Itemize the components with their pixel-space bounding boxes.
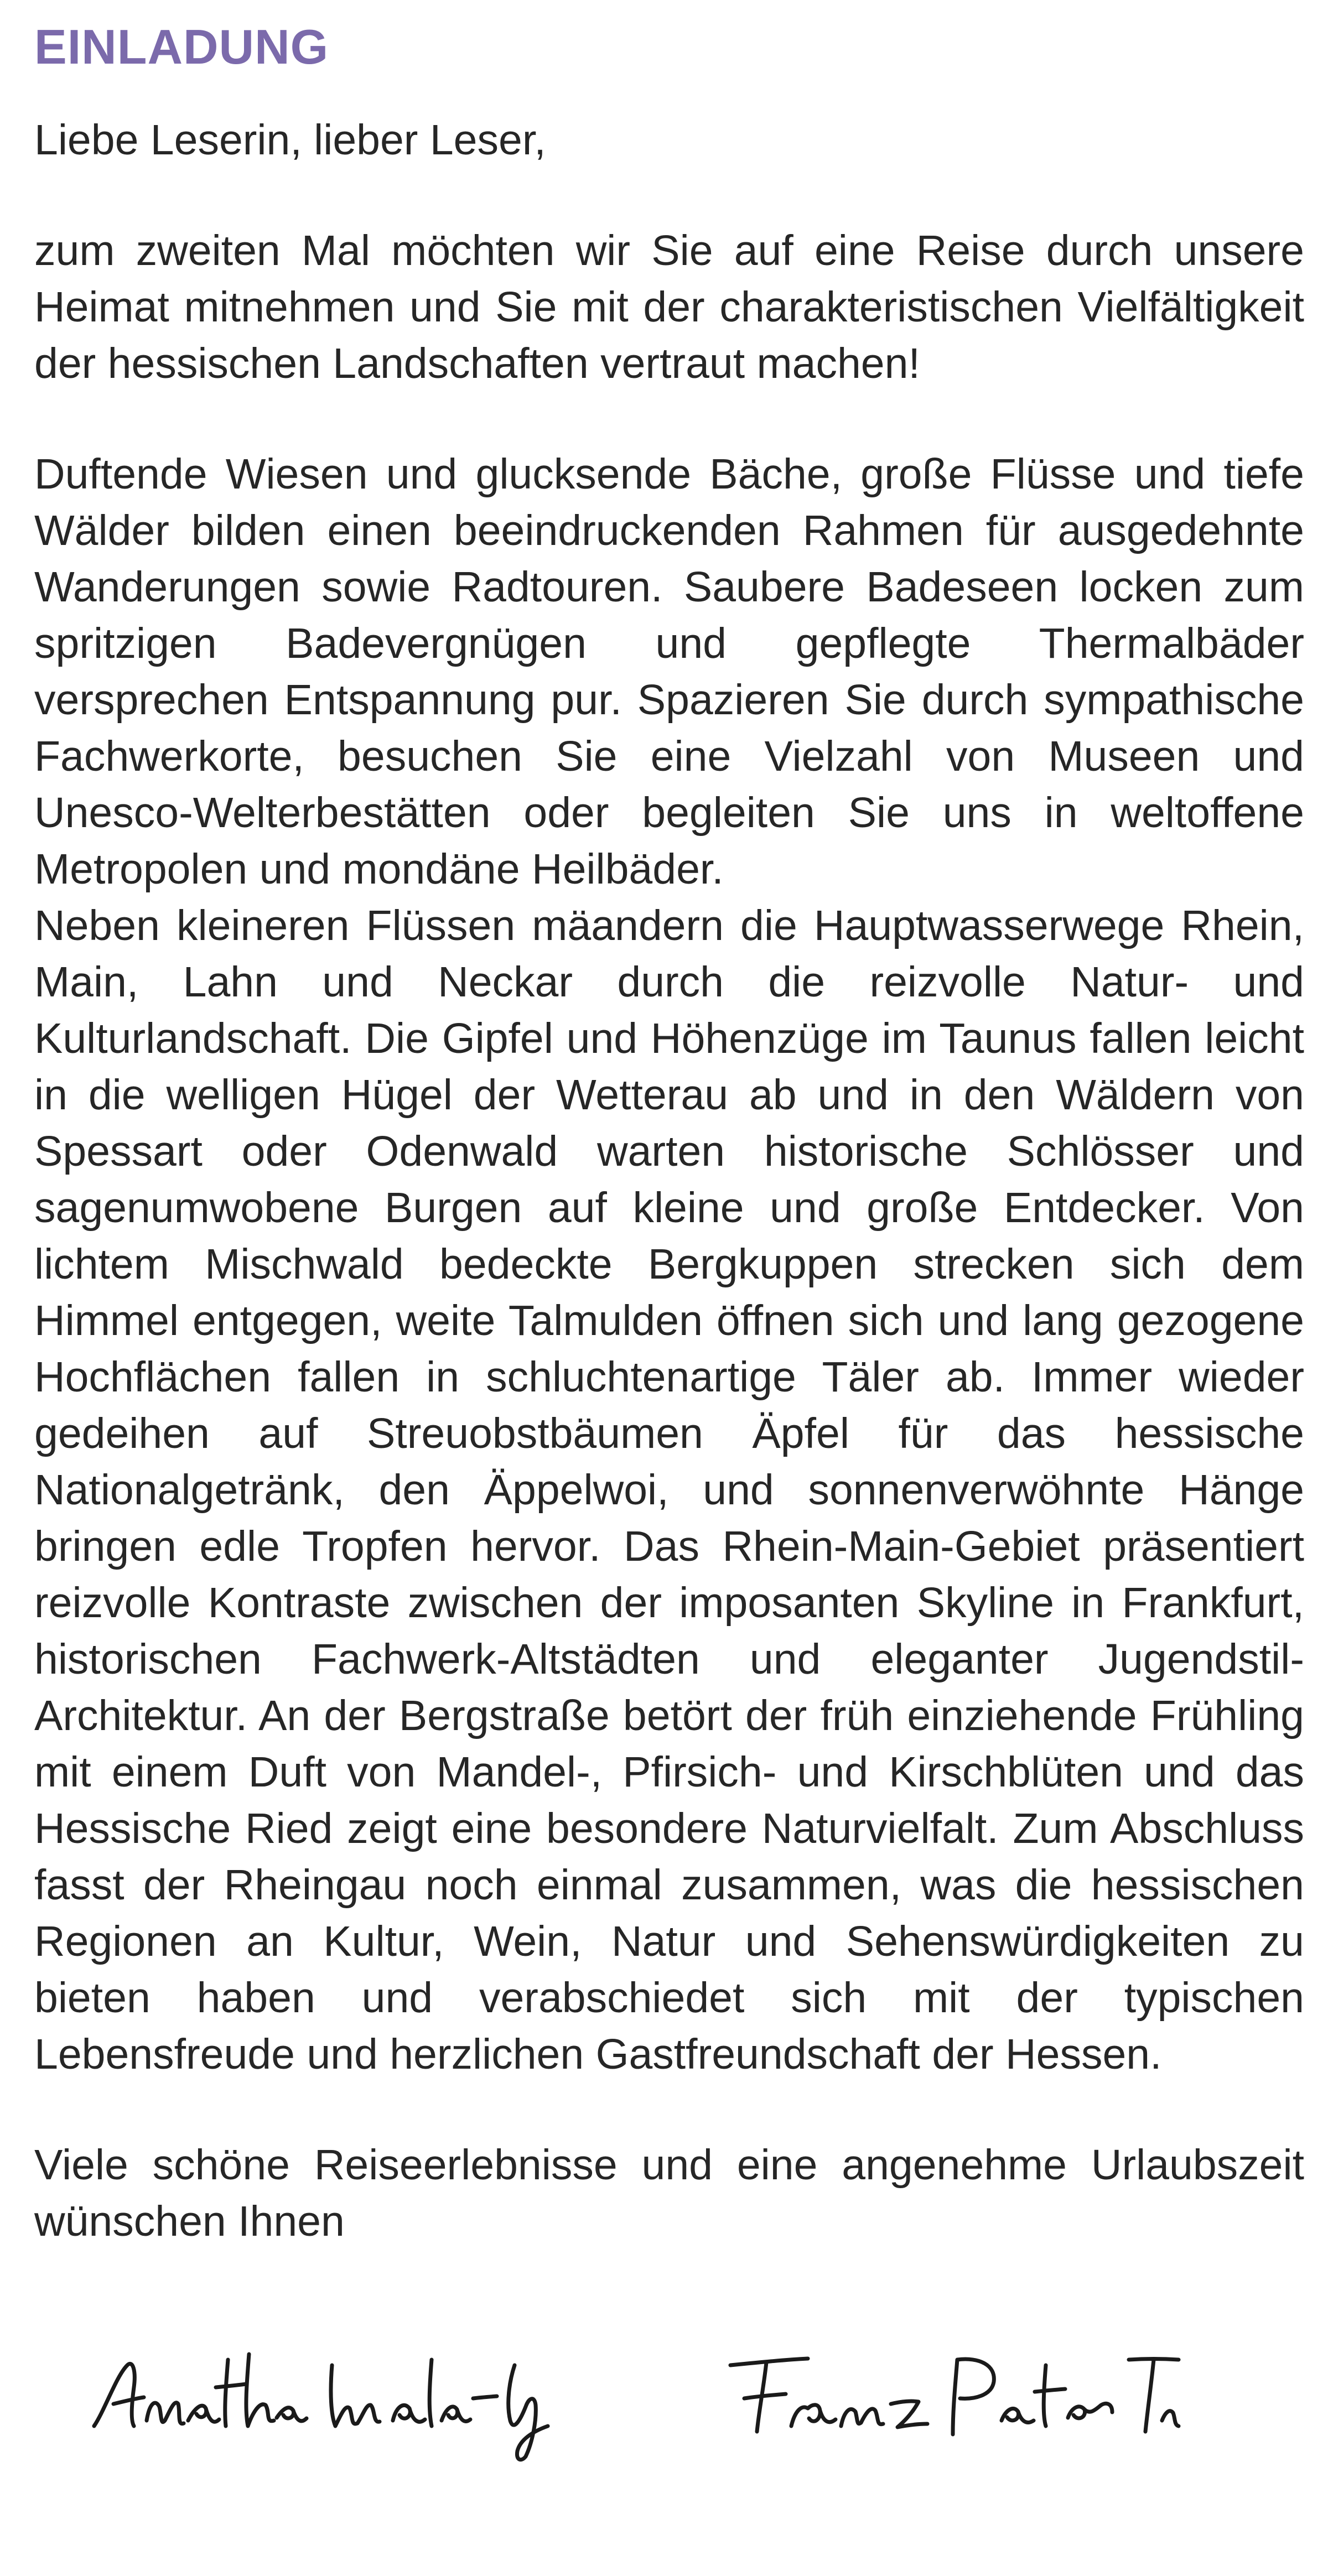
signature-left: [83, 2343, 570, 2465]
signature-left-image: [83, 2343, 570, 2465]
page-title: EINLADUNG: [34, 19, 329, 74]
signature-right-image: [725, 2343, 1190, 2454]
intro-paragraph: zum zweiten Mal möchten wir Sie auf eine Reise durch unsere Heimat mitnehmen und Sie mit der charakteristischen Vielfältigkeit der hessischen Landschaften vertraut machen!: [34, 227, 1304, 387]
body-paragraph-1: Duftende Wiesen und glucksende Bäche, große Flüsse und tiefe Wälder bilden einen beeindruckenden Rahmen für ausgedehnte Wanderungen sowie Radtouren. Saubere Badeseen locken zum spritzigen Badevergnügen und gepflegte Thermalbäder versprechen Entspannung pur. Spazieren Sie durch sympathische Fachwerkorte, besuchen Sie eine Vielzahl von Museen und Unesco-Welterbestätten oder begleiten Sie uns in weltoffene Metropolen und mondäne Heilbäder.: [34, 450, 1304, 893]
signatures: [0, 2343, 1328, 2476]
invitation-document: [34, 17, 1304, 2250]
closing-paragraph: Viele schöne Reiseerlebnisse und eine angenehme Urlaubszeit wünschen Ihnen: [34, 2141, 1304, 2245]
body-paragraph-2: Neben kleineren Flüssen mäandern die Hauptwasserwege Rhein, Main, Lahn und Neckar durch die reizvolle Natur- und Kulturlandschaft. Die Gipfel und Höhenzüge im Taunus fallen leicht in die welligen Hügel der Wetterau ab und in den Wäldern von Spessart oder Odenwald warten historische Schlösser und sagenumwobene Burgen auf kleine und große Entdecker. Von lichtem Mischwald bedeckte Bergkuppen strecken sich dem Himmel entgegen, weite Talmulden öffnen sich und lang gezogene Hochflächen fallen in schluchtenartige Täler ab. Immer wieder gedeihen auf Streuobstbäumen Äpfel für das hessische Nationalgetränk, den Äppelwoi, und sonnenverwöhnte Hänge bringen edle Tropfen hervor. Das Rhein-Main-Gebiet präsentiert reizvolle Kontraste zwischen der imposanten Skyline in Frankfurt, historischen Fachwerk-Altstädten und eleganter Jugendstil-Architektur. An der Bergstraße betört der früh einziehende Frühling mit einem Duft von Mandel-, Pfirsich- und Kirschblüten und das Hessische Ried zeigt eine besondere Naturvielfalt. Zum Abschluss fasst der Rheingau noch einmal zusammen, was die hessischen Regionen an Kultur, Wein, Natur und Sehenswürdigkeiten zu bieten haben und verabschiedet sich mit der typischen Lebensfreude und herzlichen Gastfreundschaft der Hessen.: [34, 902, 1304, 2078]
signature-right: [725, 2343, 1190, 2454]
greeting: Liebe Leserin, lieber Leser,: [34, 116, 546, 164]
